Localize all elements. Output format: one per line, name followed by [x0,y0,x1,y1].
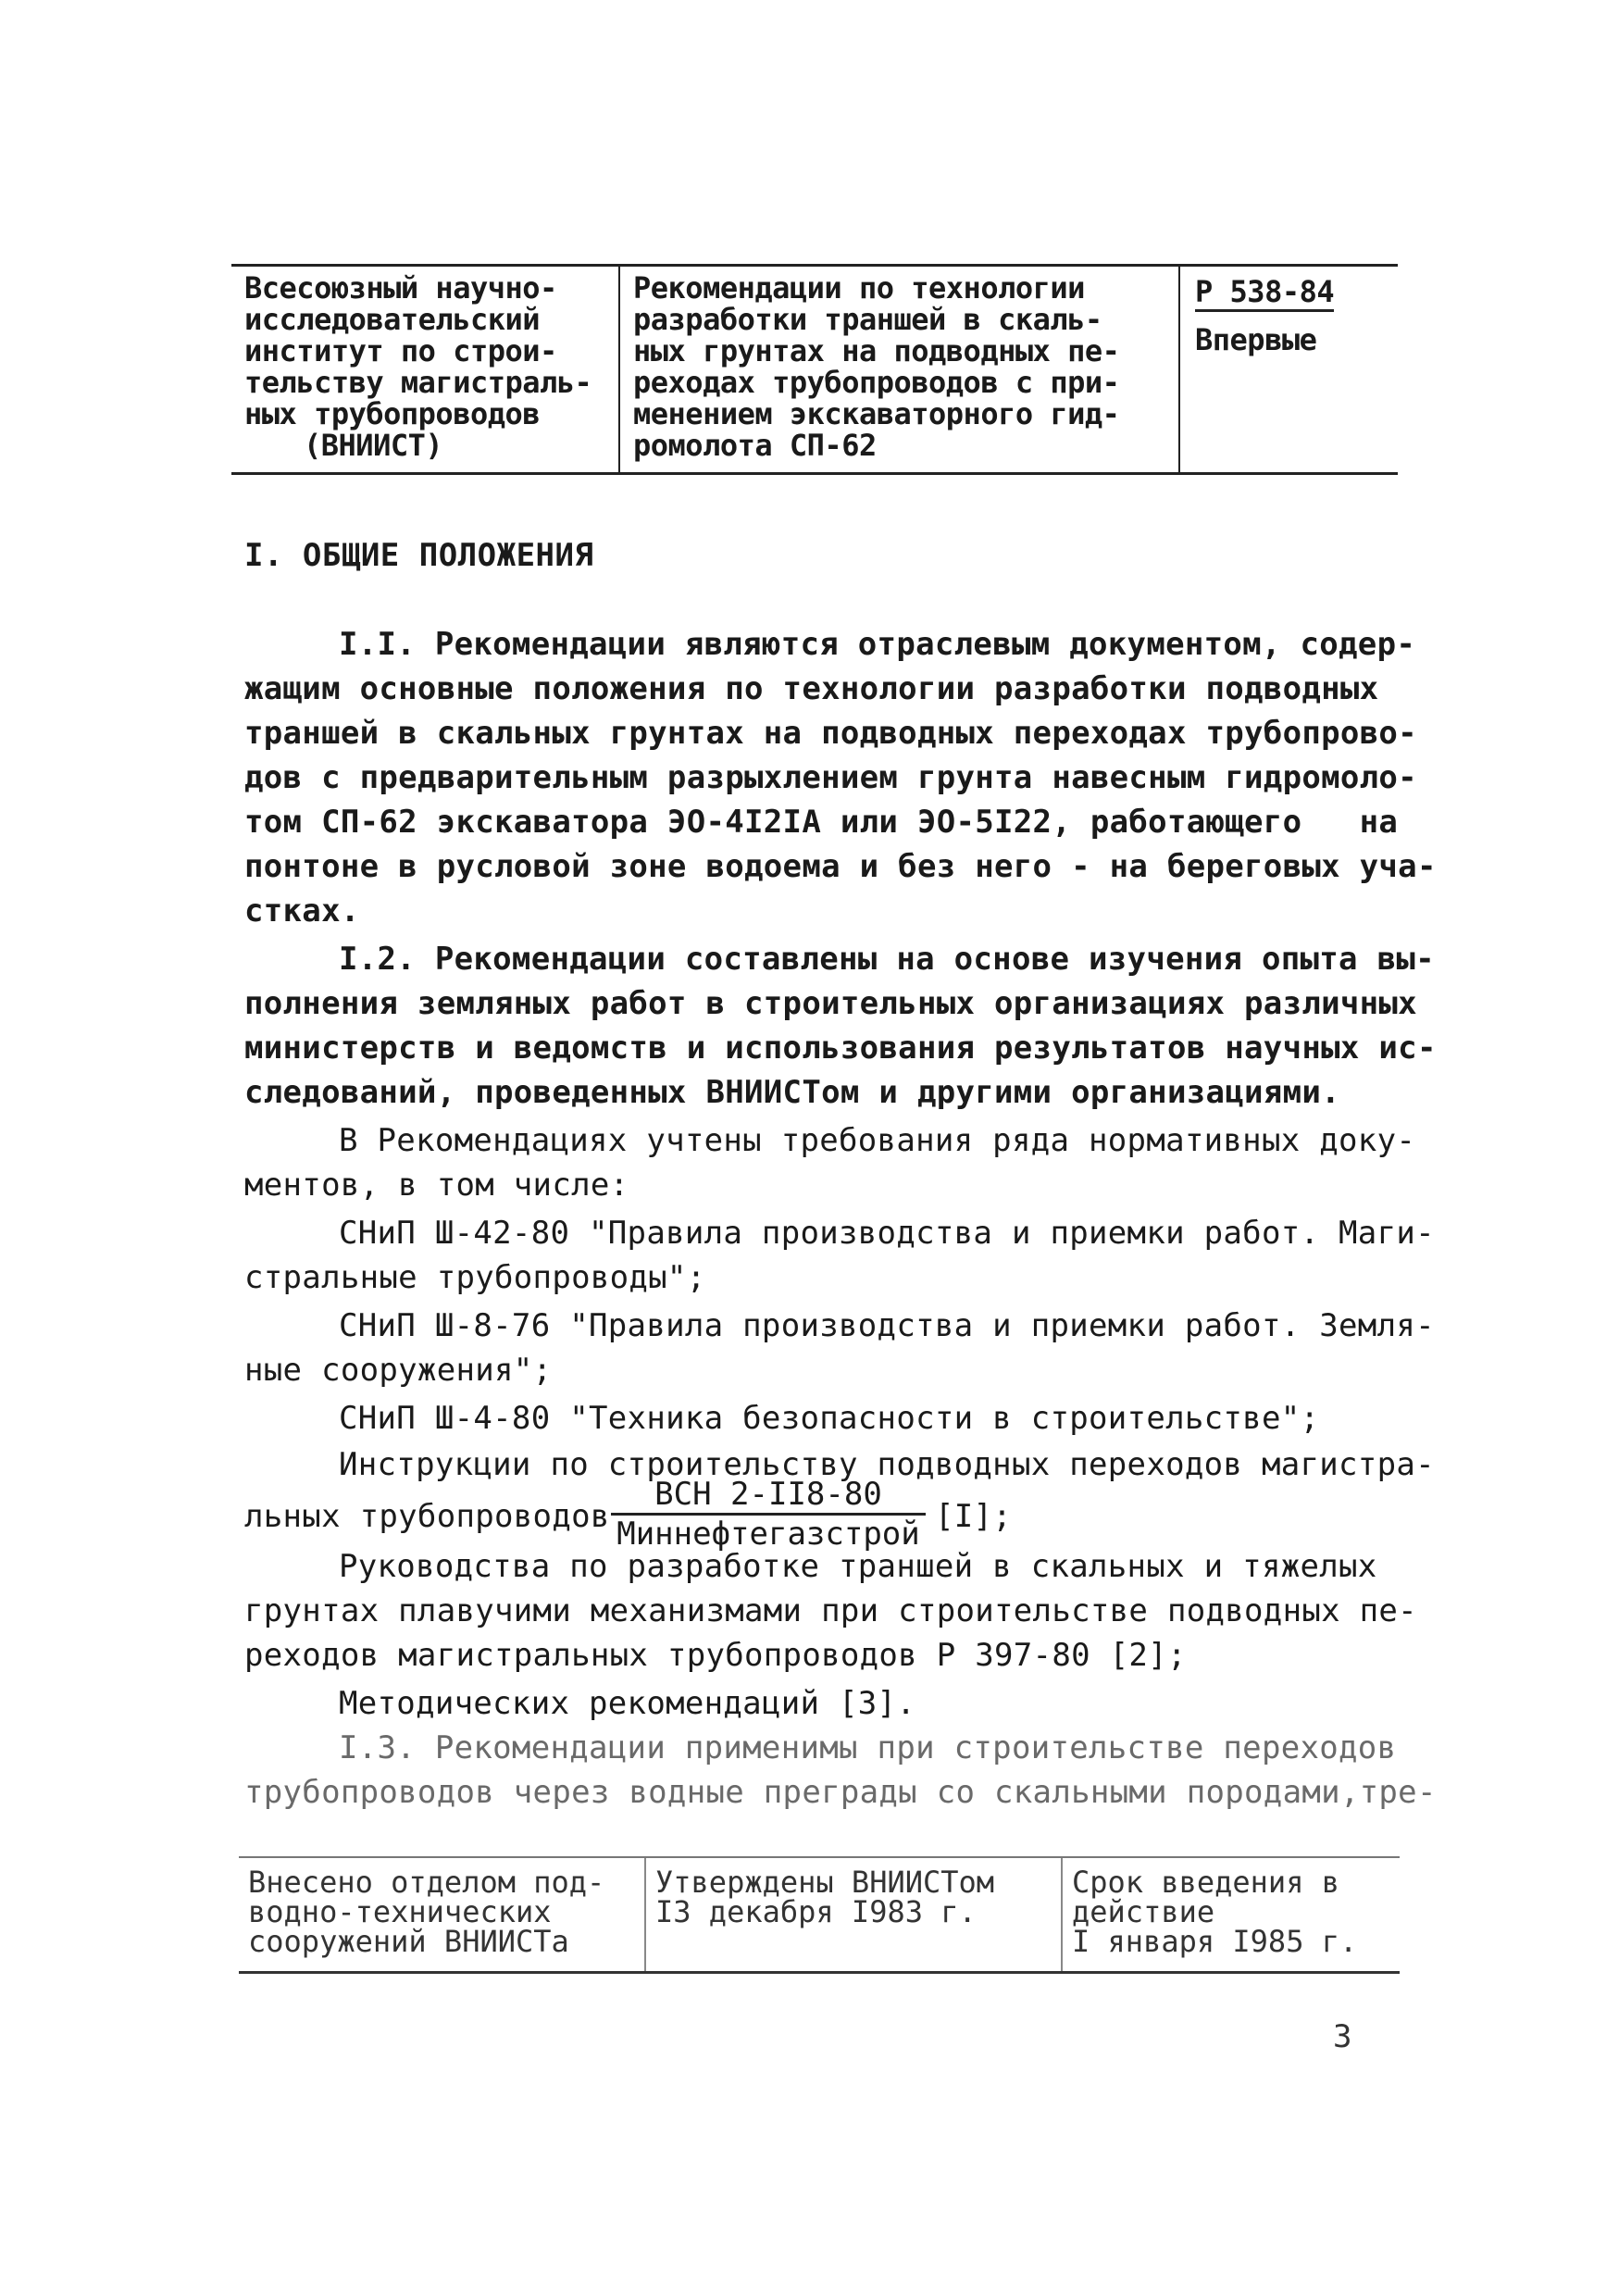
body-line: Руководства по разработке траншей в скальных и тяжелых [339,1548,1377,1585]
body-line: следований, проведенных ВНИИСТом и другими организациями. [244,1074,1340,1111]
footer-line: сооружений ВНИИСТа [248,1924,569,1959]
footer-line: водно-технических [248,1894,552,1929]
document-code: Р 538-84 [1195,276,1334,312]
body-line: I.3. Рекомендации применимы при строительстве переходов [339,1729,1397,1766]
org-line: ных трубопроводов [244,396,541,431]
footer-approved-cell [646,1858,1063,1971]
footer-line: действие [1072,1894,1215,1929]
footer-line: Срок введения в [1072,1865,1339,1900]
body-line: Методических рекомендаций [3]. [339,1685,916,1722]
page-number: 3 [1333,2018,1352,2055]
norm-reference-fraction [611,1478,926,1551]
org-line: (ВНИИСТ) [304,428,443,463]
org-line: Всесоюзный научно- [244,270,557,306]
title-line: реходах трубопроводов с при- [633,365,1120,400]
body-line: I.2. Рекомендации составлены на основе изучения опыта вы- [339,941,1435,978]
footer-line: Утверждены ВНИИСТом [655,1865,995,1900]
header-title-cell [620,267,1180,472]
footer-effective-date-cell [1063,1858,1400,1971]
body-line: полнения земляных работ в строительных организациях различных [244,985,1417,1022]
body-line: льных трубопроводов [244,1498,610,1535]
body-line: СНиП Ш-42-80 "Правила производства и приемки работ. Маги- [339,1215,1435,1252]
body-line: понтоне в русловой зоне водоема и без него - на береговых уча- [244,848,1437,885]
body-line: СНиП Ш-4-80 "Техника безопасности в строительстве"; [339,1400,1320,1437]
body-line: стральные трубопроводы"; [244,1259,706,1296]
org-line: исследовательский [244,302,541,337]
fraction-denominator: Миннефтегазстрой [616,1516,920,1553]
footer-submitted-cell [239,1858,646,1971]
fraction-numerator: ВСН 2-II8-80 [611,1478,926,1516]
footer-table [239,1856,1400,1974]
footer-line: I января I985 г. [1072,1924,1358,1959]
body-line: СНиП Ш-8-76 "Правила производства и приемки работ. Земля- [339,1307,1435,1344]
body-line: В Рекомендациях учтены требования ряда нормативных доку- [339,1122,1416,1159]
title-line: Рекомендации по технологии [633,270,1085,306]
title-line: ромолота СП-62 [633,428,877,463]
header-organization-cell [231,267,620,472]
body-line: грунтах плавучими механизмами при строительстве подводных пе- [244,1592,1417,1629]
title-line: разработки траншей в скаль- [633,302,1102,337]
header-table [231,264,1398,475]
org-line: институт по строи- [244,333,557,368]
body-line: дов с предварительным разрыхлением грунта навесным гидромоло- [244,759,1417,796]
section-title: I. ОБЩИЕ ПОЛОЖЕНИЯ [244,537,594,574]
body-line: [I]; [935,1498,1013,1535]
body-line: ментов, в том числе: [244,1167,629,1204]
org-line: тельству магистраль- [244,365,592,400]
body-line: Инструкции по строительству подводных переходов магистра- [339,1446,1435,1483]
title-line: менением экскаваторного гид- [633,396,1120,431]
body-line: трубопроводов через водные преграды со скальными породами,тре- [244,1774,1437,1811]
document-status: Впервые [1195,322,1317,357]
body-line: том СП-62 экскаватора ЭО-4I2IA или ЭО-5I22, работающего на [244,804,1399,841]
body-line: министерств и ведомств и использования результатов научных ис- [244,1029,1437,1067]
footer-line: Внесено отделом под- [248,1865,605,1900]
body-line: стках. [244,892,360,930]
body-line: ные сооружения"; [244,1352,553,1389]
body-line: I.I. Рекомендации являются отраслевым документом, содер- [339,626,1416,663]
body-line: реходов магистральных трубопроводов Р 397-80 [2]; [244,1637,1187,1674]
body-line: траншей в скальных грунтах на подводных переходах трубопрово- [244,715,1417,752]
footer-line: I3 декабря I983 г. [655,1894,977,1929]
body-line: жащим основные положения по технологии разработки подводных [244,670,1379,707]
header-code-cell [1180,267,1398,472]
title-line: ных грунтах на подводных пе- [633,333,1120,368]
